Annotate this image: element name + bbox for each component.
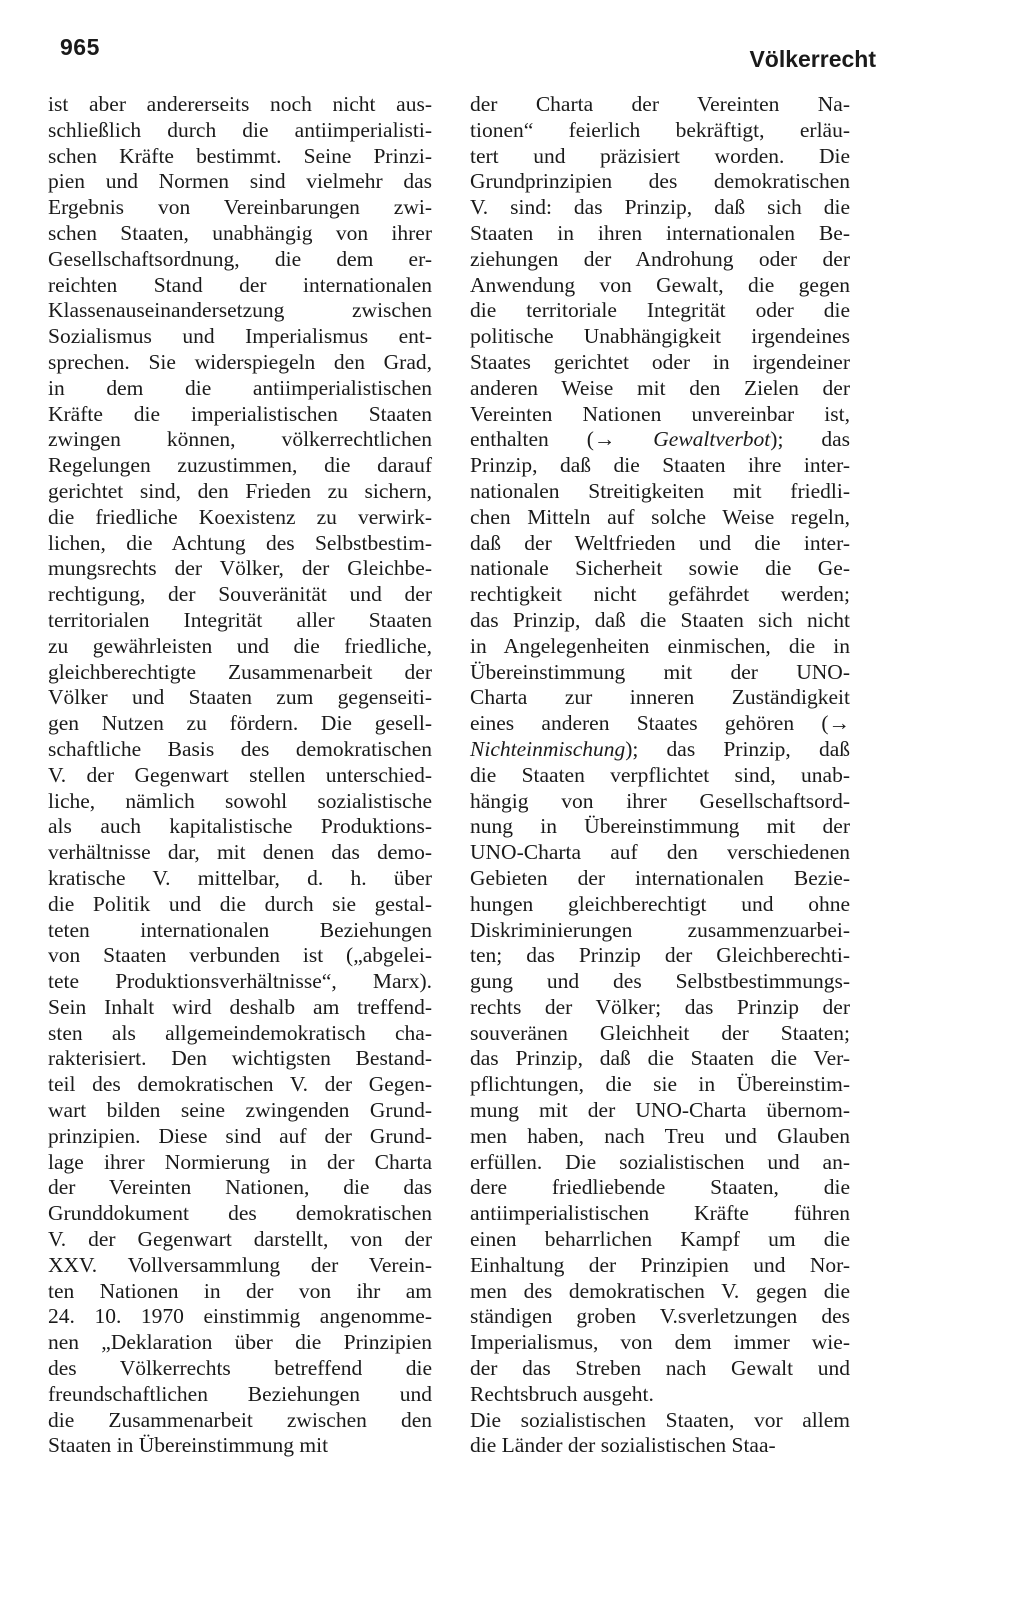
text-line: schen Staaten, unabhängig von ihrer: [48, 220, 432, 245]
text-line: die territoriale Integrität oder die: [470, 298, 850, 323]
text-line: Die sozialistischen Staaten, vor allem: [470, 1407, 850, 1432]
text-line: lage ihrer Normierung in der Charta: [48, 1149, 432, 1174]
text-line: V. der Gegenwart stellen unterschied-: [48, 762, 432, 787]
text-line: die Zusammenarbeit zwischen den: [48, 1407, 432, 1432]
text-line: anderen Weise mit den Zielen der: [470, 375, 850, 400]
text-line: rakterisiert. Den wichtigsten Bestand-: [48, 1046, 432, 1071]
text-line: souveränen Gleichheit der Staaten;: [470, 1020, 850, 1045]
text-line: ist aber andererseits noch nicht aus-: [48, 92, 432, 116]
page-number: 965: [60, 34, 100, 60]
text-line: mung mit der UNO-Charta übernom-: [470, 1098, 850, 1123]
text-line: das Prinzip, daß die Staaten die Ver-: [470, 1046, 850, 1071]
text-line: Ergebnis von Vereinbarungen zwi-: [48, 195, 432, 220]
text-line: prinzipien. Diese sind auf der Grund-: [48, 1123, 432, 1148]
text-line: Imperialismus, von dem immer wie-: [470, 1330, 850, 1355]
text-line: Gebieten der internationalen Bezie-: [470, 865, 850, 890]
text-line: hungen gleichberechtigt und ohne: [470, 891, 850, 916]
text-line: ten Nationen in der von ihr am: [48, 1278, 432, 1303]
text-line: Übereinstimmung mit der UNO-: [470, 659, 850, 684]
text-line: nationale Sicherheit sowie die Ge-: [470, 556, 850, 581]
text-line: antiimperialistischen Kräfte führen: [470, 1201, 850, 1226]
text-line: schließlich durch die antiimperialisti-: [48, 117, 432, 142]
text-line: enthalten (→ Gewaltverbot); das: [470, 427, 850, 452]
text-line: rechts der Völker; das Prinzip der: [470, 994, 850, 1019]
text-line: zu gewährleisten und die friedliche,: [48, 633, 432, 658]
text-line: territorialen Integrität aller Staaten: [48, 607, 432, 632]
text-line: die Politik und die durch sie gestal-: [48, 891, 432, 916]
text-line: in dem die antiimperialistischen: [48, 375, 432, 400]
text-line: Gesellschaftsordnung, die dem er-: [48, 246, 432, 271]
text-line: pflichtungen, die sie in Übereinstim-: [470, 1072, 850, 1097]
text-line: erfüllen. Die sozialistischen und an-: [470, 1149, 850, 1174]
text-line: reichten Stand der internationalen: [48, 272, 432, 297]
text-line: verhältnisse dar, mit denen das demo-: [48, 840, 432, 865]
text-line: XXV. Vollversammlung der Verein-: [48, 1252, 432, 1277]
text-line: Staates gerichtet oder in irgendeiner: [470, 349, 850, 374]
text-line: die Staaten verpflichtet sind, unab-: [470, 762, 850, 787]
text-line: UNO-Charta auf den verschiedenen: [470, 840, 850, 865]
text-line: tete Produktionsverhältnisse“, Marx).: [48, 969, 432, 994]
text-line: teil des demokratischen V. der Gegen-: [48, 1072, 432, 1097]
text-line: Einhaltung der Prinzipien und Nor-: [470, 1252, 850, 1277]
text-line: tert und präzisiert worden. Die: [470, 143, 850, 168]
text-line: Völker und Staaten zum gegenseiti-: [48, 685, 432, 710]
text-line: Rechtsbruch ausgeht.: [470, 1381, 654, 1406]
text-line: wart bilden seine zwingenden Grund-: [48, 1098, 432, 1123]
text-line: der Charta der Vereinten Na-: [470, 92, 850, 116]
text-line: Diskriminierungen zusammenzuarbei-: [470, 917, 850, 942]
right-column: [470, 92, 850, 1459]
text-line: des Völkerrechts betreffend die: [48, 1356, 432, 1381]
text-line: pien und Normen sind vielmehr das: [48, 169, 432, 194]
text-line: hängig von ihrer Gesellschaftsord-: [470, 788, 850, 813]
text-line: freundschaftlichen Beziehungen und: [48, 1381, 432, 1406]
text-line: zwingen können, völkerrechtlichen: [48, 427, 432, 452]
text-line: die Länder der sozialistischen Staa-: [470, 1433, 776, 1458]
text-line: Charta zur inneren Zuständigkeit: [470, 685, 850, 710]
text-line: V. sind: das Prinzip, daß sich die: [470, 195, 850, 220]
text-line: in Angelegenheiten einmischen, die in: [470, 633, 850, 658]
left-column: [48, 92, 432, 1459]
text-line: von Staaten verbunden ist („abgelei-: [48, 943, 432, 968]
text-line: teten internationalen Beziehungen: [48, 917, 432, 942]
text-line: Staaten in Übereinstimmung mit: [48, 1433, 329, 1458]
text-line: Nichteinmischung); das Prinzip, daß: [470, 736, 850, 761]
text-line: ten; das Prinzip der Gleichberechti-: [470, 943, 850, 968]
text-line: liche, nämlich sowohl sozialistische: [48, 788, 432, 813]
running-head: Völkerrecht: [749, 46, 876, 72]
text-line: rechtigkeit nicht gefährdet werden;: [470, 582, 850, 607]
text-line: eines anderen Staates gehören (→: [470, 711, 850, 736]
text-line: schen Kräfte bestimmt. Seine Prinzi-: [48, 143, 432, 168]
text-line: einen beharrlichen Kampf um die: [470, 1227, 850, 1252]
text-line: gleichberechtigte Zusammenarbeit der: [48, 659, 432, 684]
text-line: Staaten in ihren internationalen Be-: [470, 220, 850, 245]
text-line: Sein Inhalt wird deshalb am treffend-: [48, 994, 432, 1019]
text-line: Klassenauseinandersetzung zwischen: [48, 298, 432, 323]
text-line: chen Mitteln auf solche Weise regeln,: [470, 504, 850, 529]
text-line: men des demokratischen V. gegen die: [470, 1278, 850, 1303]
text-line: rechtigung, der Souveränität und der: [48, 582, 432, 607]
text-line: Regelungen zuzustimmen, die darauf: [48, 453, 432, 478]
text-line: Grunddokument des demokratischen: [48, 1201, 432, 1226]
text-line: politische Unabhängigkeit irgendeines: [470, 324, 850, 349]
text-line: Anwendung von Gewalt, die gegen: [470, 272, 850, 297]
text-line: nationalen Streitigkeiten mit friedli-: [470, 478, 850, 503]
text-line: schaftliche Basis des demokratischen: [48, 736, 432, 761]
text-line: Grundprinzipien des demokratischen: [470, 169, 850, 194]
text-line: tionen“ feierlich bekräftigt, erläu-: [470, 117, 850, 142]
text-line: Prinzip, daß die Staaten ihre inter-: [470, 453, 850, 478]
text-line: der Vereinten Nationen, die das: [48, 1175, 432, 1200]
text-line: 24. 10. 1970 einstimmig angenomme-: [48, 1304, 432, 1329]
text-line: sprechen. Sie widerspiegeln den Grad,: [48, 349, 432, 374]
text-line: Sozialismus und Imperialismus ent-: [48, 324, 432, 349]
text-line: das Prinzip, daß die Staaten sich nicht: [470, 607, 850, 632]
text-line: gen Nutzen zu fördern. Die gesell-: [48, 711, 432, 736]
text-line: ständigen groben V.sverletzungen des: [470, 1304, 850, 1329]
text-line: mungsrechts der Völker, der Gleichbe-: [48, 556, 432, 581]
text-line: dere friedliebende Staaten, die: [470, 1175, 850, 1200]
text-line: V. der Gegenwart darstellt, von der: [48, 1227, 432, 1252]
cross-reference: Nichteinmischung: [470, 736, 626, 761]
text-line: nen „Deklaration über die Prinzipien: [48, 1330, 432, 1355]
text-line: gerichtet sind, den Frieden zu sichern,: [48, 478, 432, 503]
text-line: ziehungen der Androhung oder der: [470, 246, 850, 271]
text-line: men haben, nach Treu und Glauben: [470, 1123, 850, 1148]
text-line: sten als allgemeindemokratisch cha-: [48, 1020, 432, 1045]
text-line: daß der Weltfrieden und die inter-: [470, 530, 850, 555]
text-line: als auch kapitalistische Produktions-: [48, 814, 432, 839]
text-line: nung in Übereinstimmung mit der: [470, 814, 850, 839]
text-line: kratische V. mittelbar, d. h. über: [48, 865, 432, 890]
text-line: die friedliche Koexistenz zu verwirk-: [48, 504, 432, 529]
cross-reference: Gewaltverbot: [653, 427, 771, 452]
text-line: lichen, die Achtung des Selbstbestim-: [48, 530, 432, 555]
text-line: der das Streben nach Gewalt und: [470, 1356, 850, 1381]
text-line: gung und des Selbstbestimmungs-: [470, 969, 850, 994]
text-line: Vereinten Nationen unvereinbar ist,: [470, 401, 850, 426]
text-line: Kräfte die imperialistischen Staaten: [48, 401, 432, 426]
